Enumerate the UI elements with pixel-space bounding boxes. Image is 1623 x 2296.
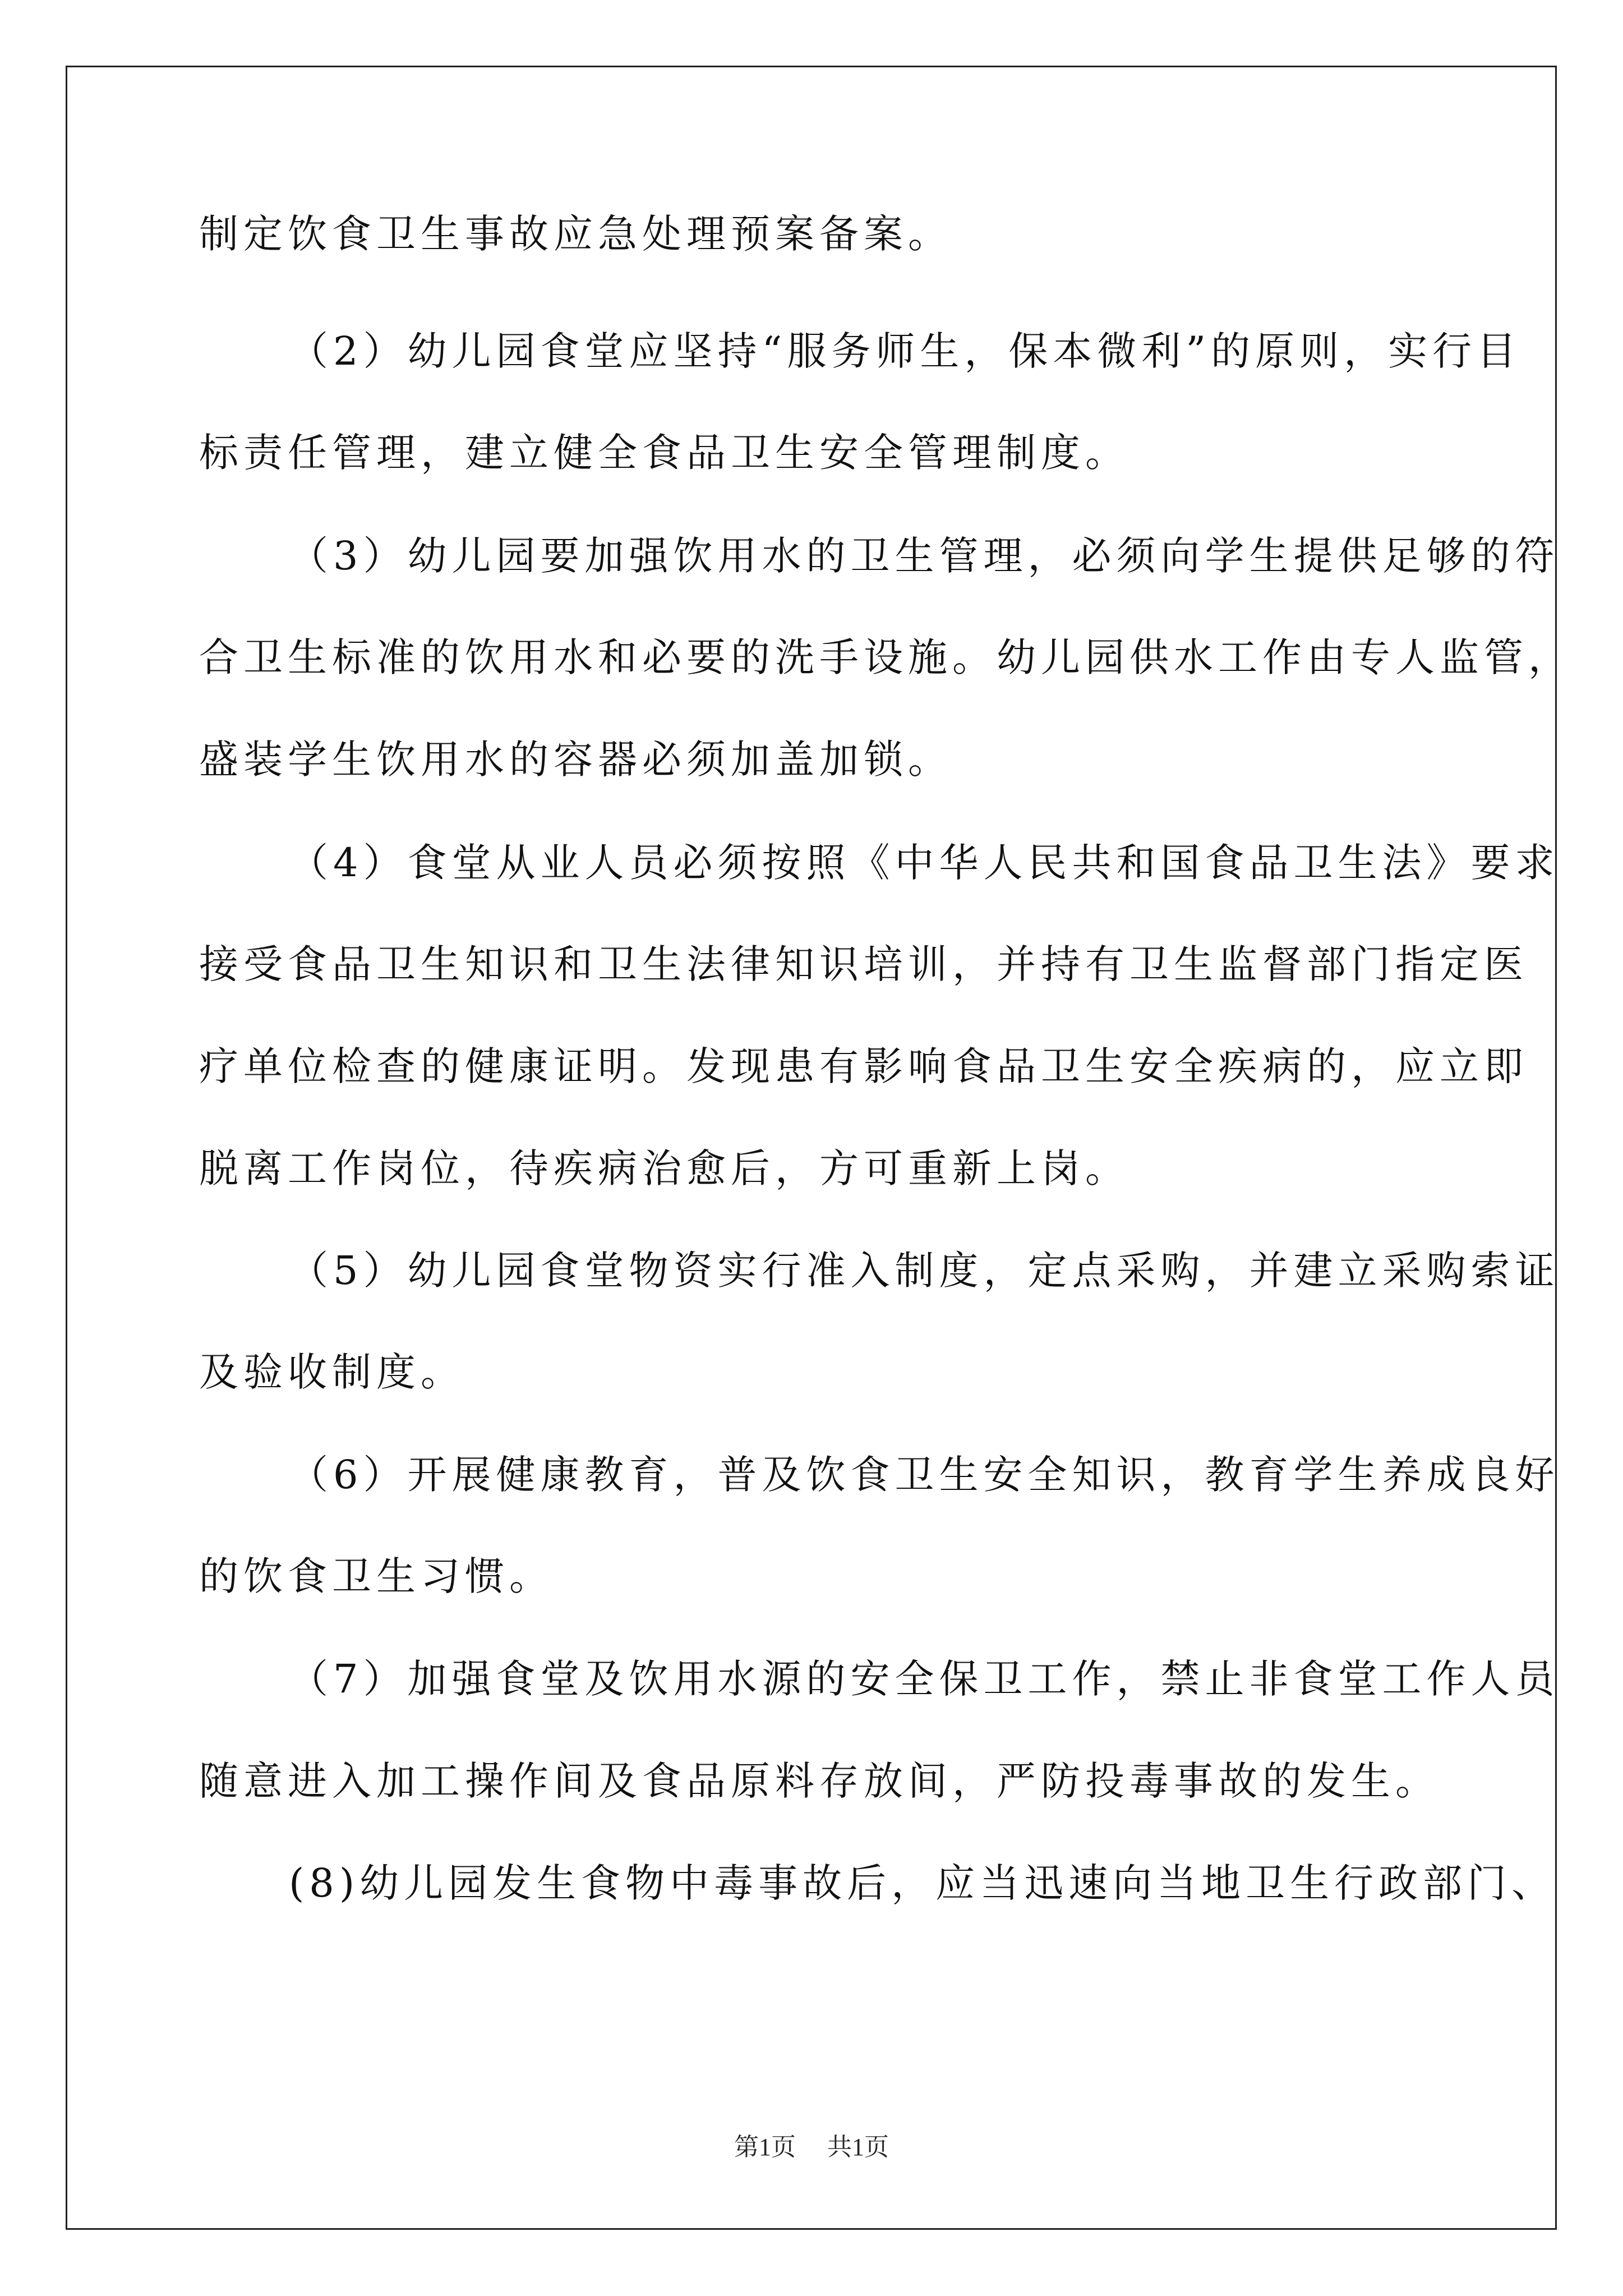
text-line: 制定饮食卫生事故应急处理预案备案。	[199, 211, 952, 257]
text-line: 盛装学生饮用水的容器必须加盖加锁。	[199, 737, 952, 783]
text-line: 标责任管理，建立健全食品卫生安全管理制度。	[199, 430, 1129, 476]
text-line: 的饮食卫生习惯。	[199, 1553, 554, 1599]
text-line: 脱离工作岗位，待疾病治愈后，方可重新上岗。	[199, 1145, 1129, 1191]
text-line: 疗单位检查的健康证明。发现患有影响食品卫生安全疾病的，应立即	[199, 1043, 1528, 1089]
text-line: （7）加强食堂及饮用水源的安全保卫工作，禁止非食堂工作人员	[289, 1656, 1560, 1702]
page-number: 第1页	[734, 2133, 796, 2161]
text-line: 合卫生标准的饮用水和必要的洗手设施。幼儿园供水工作由专人监管，	[199, 634, 1573, 680]
page-total: 共1页	[827, 2133, 889, 2161]
text-line: (8)幼儿园发生食物中毒事故后，应当迅速向当地卫生行政部门、	[289, 1860, 1556, 1906]
text-line: （6）开展健康教育，普及饮食卫生安全知识，教育学生养成良好	[289, 1452, 1560, 1498]
text-line: 随意进入加工操作间及食品原料存放间，严防投毒事故的发生。	[199, 1758, 1440, 1804]
text-line: （4）食堂从业人员必须按照《中华人民共和国食品卫生法》要求	[289, 840, 1560, 886]
text-line: （3）幼儿园要加强饮用水的卫生管理，必须向学生提供足够的符	[289, 533, 1560, 579]
text-line: 及验收制度。	[199, 1349, 465, 1395]
text-line: （5）幼儿园食堂物资实行准入制度，定点采购，并建立采购索证	[289, 1248, 1560, 1294]
text-line: 接受食品卫生知识和卫生法律知识培训，并持有卫生监督部门指定医	[199, 941, 1528, 987]
text-line: （2）幼儿园食堂应坚持“服务师生，保本微利”的原则，实行目	[289, 328, 1521, 374]
page-footer	[0, 2132, 1623, 2163]
